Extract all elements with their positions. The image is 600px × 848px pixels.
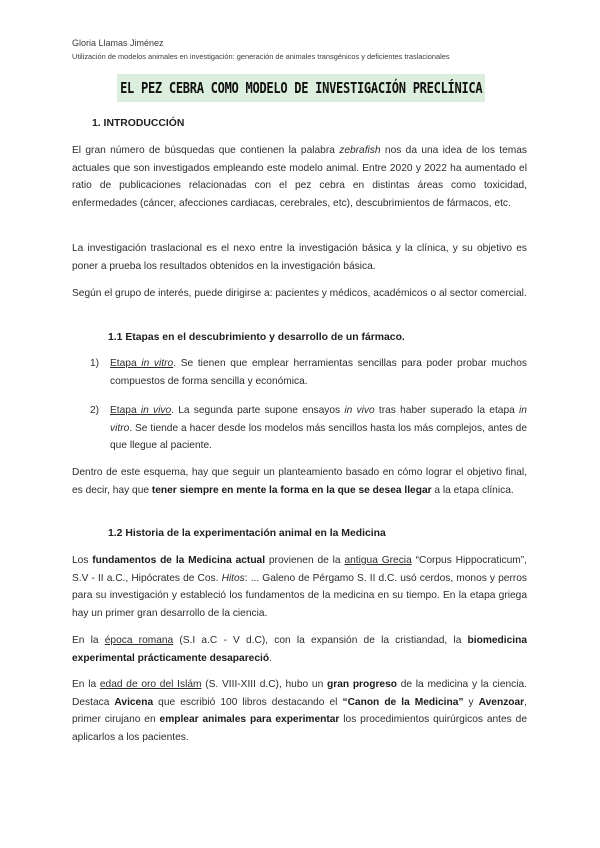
list-item-etapa-in-vitro: 1) Etapa in vitro. Se tienen que emplear herramientas sencillas para poder probar muchos compuestos de forma sencilla y económica. [90, 358, 527, 387]
title-banner [117, 74, 485, 102]
header-subtitle: Utilización de modelos animales en investigación: generación de animales transgénicos y deficientes traslacionales [72, 52, 450, 61]
page-title: EL PEZ CEBRA COMO MODELO DE INVESTIGACIÓN PRECLÍNICA [119, 79, 483, 97]
header-author: Gloria Llamas Jiménez [72, 38, 164, 48]
subsection-heading-etapas: 1.1 Etapas en el descubrimiento y desarrollo de un fármaco. [108, 332, 405, 343]
paragraph-islam: En la edad de oro del Islám (S. VIII-XIII d.C), hubo un gran progreso de la medicina y la ciencia. Destaca Avicena que escribió 100 libros destacando el “Canon de la Medicina” y Avenzoar, primer cirujano en emplear animales para experimentar los procedimientos quirúrgicos antes de aplicarlos a los pacientes. [72, 679, 527, 744]
paragraph-roma: En la época romana (S.I a.C - V d.C), con la expansión de la cristiandad, la biomedicina experimental prácticamente desapareció. [72, 635, 527, 664]
paragraph-investigacion-traslacional: La investigación traslacional es el nexo entre la investigación básica y la clínica, y su objetivo es poner a prueba los resultados obtenidos en la investigación básica. [72, 243, 527, 272]
list-item-etapa-in-vivo: 2) Etapa in vivo. La segunda parte supone ensayos in vivo tras haber superado la etapa in vitro. Se tiende a hacer desde los modelos más sencillos hasta los más complejos, antes de que llegue al paciente. [90, 405, 527, 452]
paragraph-esquema: Dentro de este esquema, hay que seguir un planteamiento basado en cómo lograr el objetivo final, es decir, hay que tener siempre en mente la forma en la que se desea llegar a la etapa clínica. [72, 467, 527, 496]
paragraph-grecia: Los fundamentos de la Medicina actual provienen de la antigua Grecia “Corpus Hippocraticum”, S.V - II a.C., Hipócrates de Cos. Hitos: ... Galeno de Pérgamo S. II d.C. usó cerdos, monos y perros para su investigación y estableció los fundamentos de la medicina en su tiempo. En la etapa griega hay un primer gran desarrollo de la ciencia. [72, 555, 527, 620]
subsection-heading-historia: 1.2 Historia de la experimentación animal en la Medicina [108, 528, 386, 539]
section-heading-introduccion: 1. INTRODUCCIÓN [92, 118, 185, 129]
paragraph-grupo-interes: Según el grupo de interés, puede dirigirse a: pacientes y médicos, académicos o al sector comercial. [72, 288, 527, 299]
paragraph-intro: El gran número de búsquedas que contienen la palabra zebrafish nos da una idea de los temas actuales que son investigados empleando este modelo animal. Entre 2020 y 2022 ha aumentado el ratio de publicaciones relacionadas con el pez cebra en distintas áreas como toxicidad, enfermedades (cáncer, afecciones cardiacas, cerebrales, etc), descubrimientos de fármacos, etc. [72, 145, 527, 210]
